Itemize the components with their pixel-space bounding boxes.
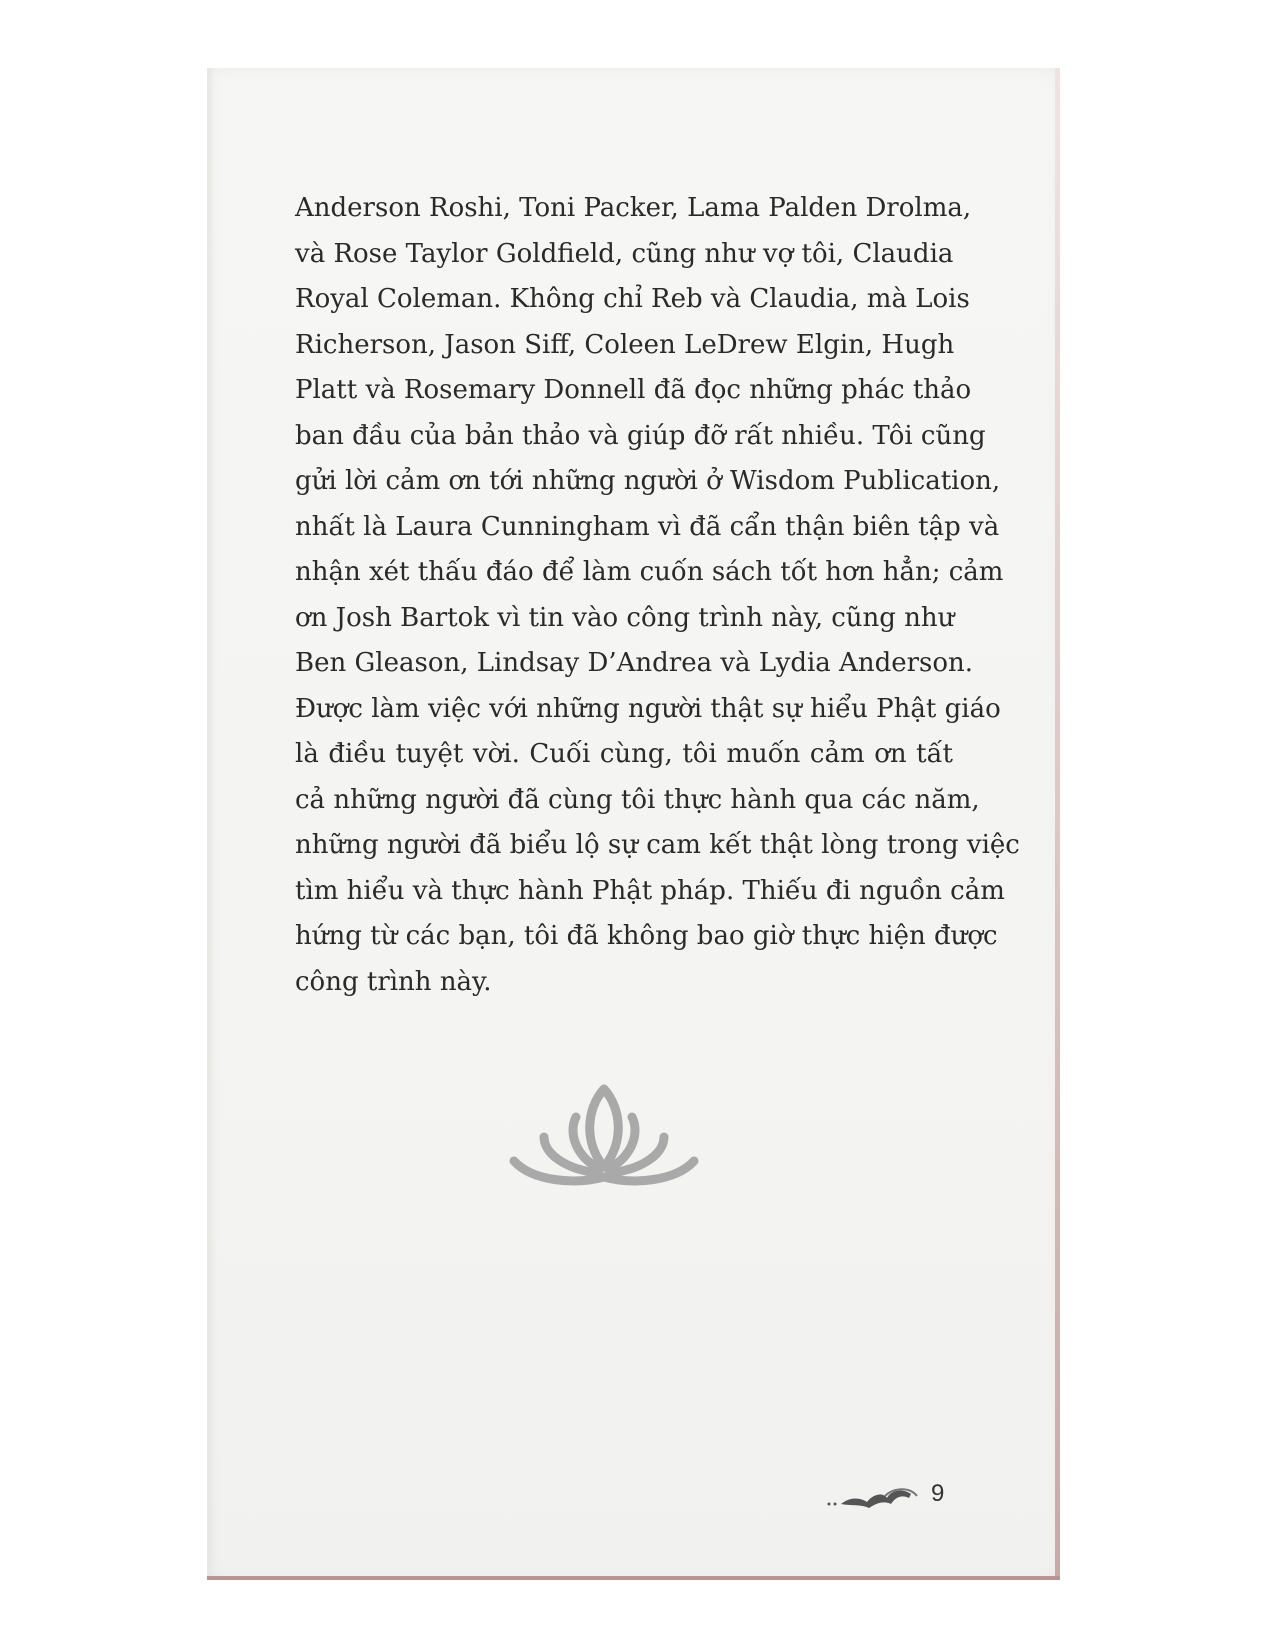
text-line: ban đầu của bản thảo và giúp đỡ rất nhiều. Tôi cũng	[295, 420, 986, 451]
page-number: 9	[931, 1480, 945, 1507]
text-line: tìm hiểu và thực hành Phật pháp. Thiếu đi nguồn cảm	[295, 875, 1005, 906]
text-line: Platt và Rosemary Donnell đã đọc những phác thảo	[295, 375, 972, 405]
text-line: Royal Coleman. Không chỉ Reb và Claudia, mà Lois	[295, 284, 970, 314]
text-line: nhất là Laura Cunningham vì đã cẩn thận biên tập và	[295, 511, 1000, 542]
text-line: hứng từ các bạn, tôi đã không bao giờ thực hiện được	[295, 921, 998, 951]
text-line: công trình này.	[295, 966, 492, 997]
body-paragraph	[295, 186, 1020, 1005]
text-line: cả những người đã cùng tôi thực hành qua các năm,	[295, 784, 980, 815]
text-line: Ben Gleason, Lindsay D’Andrea và Lydia Anderson.	[295, 648, 974, 678]
text-line: Anderson Roshi, Toni Packer, Lama Palden Drolma,	[295, 193, 972, 223]
text-line: ơn Josh Bartok vì tin vào công trình này, cũng như	[295, 602, 955, 633]
page-shadow-left	[207, 68, 215, 1580]
lotus-icon	[504, 1081, 704, 1191]
text-line: là điều tuyệt vời. Cuối cùng, tôi muốn cảm ơn tất	[295, 739, 953, 769]
footer-ornament-icon	[825, 1486, 919, 1512]
text-line: và Rose Taylor Goldfield, cũng như vợ tôi, Claudia	[295, 238, 954, 269]
page-edge-bottom	[207, 1576, 1060, 1580]
page-edge-right	[1055, 68, 1060, 1580]
text-line: những người đã biểu lộ sự cam kết thật lòng trong việc	[295, 830, 1020, 860]
text-line: Richerson, Jason Siff, Coleen LeDrew Elgin, Hugh	[295, 329, 955, 360]
text-line: nhận xét thấu đáo để làm cuốn sách tốt hơn hẳn; cảm	[295, 557, 1004, 587]
text-line: Được làm việc với những người thật sự hiểu Phật giáo	[295, 693, 1001, 724]
text-line: gửi lời cảm ơn tới những người ở Wisdom Publication,	[295, 466, 1001, 496]
book-page	[207, 68, 1060, 1580]
page-footer	[825, 1478, 965, 1518]
